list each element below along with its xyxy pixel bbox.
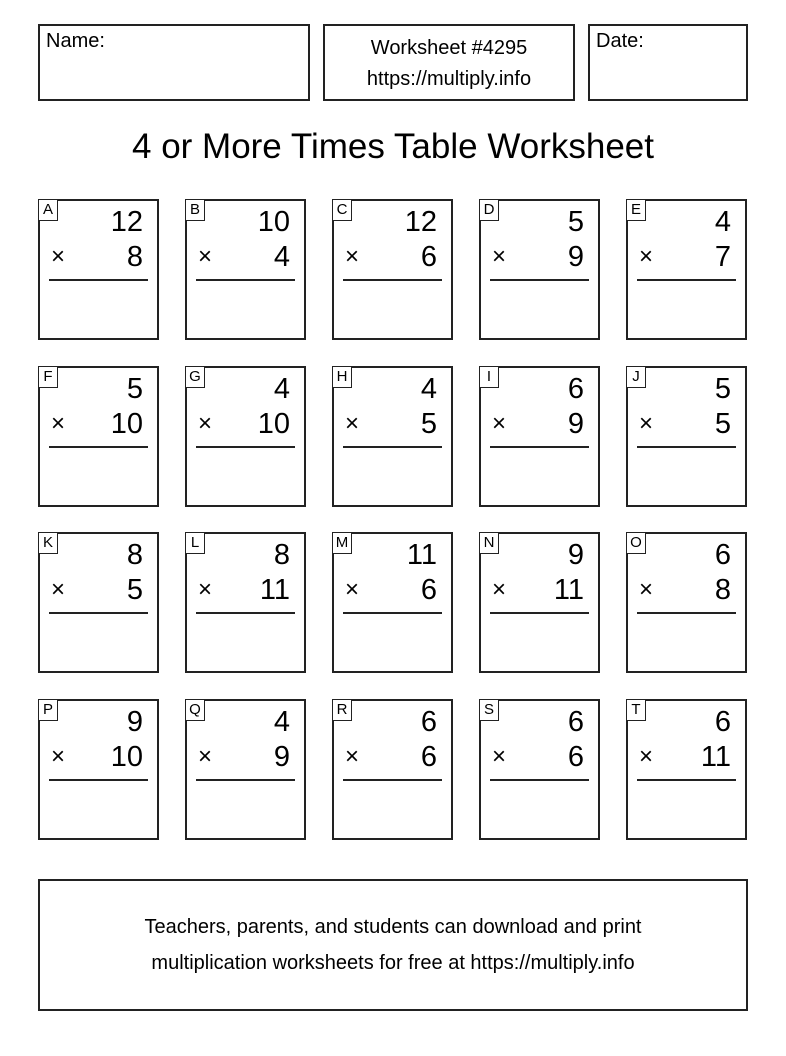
answer-line <box>49 779 148 781</box>
multiplicand: 4 <box>420 373 437 405</box>
footer-line-1: Teachers, parents, and students can download and print <box>144 916 642 938</box>
multiplier: 5 <box>714 408 731 440</box>
multiplicand: 5 <box>567 206 584 238</box>
problem-a[interactable] <box>38 199 159 340</box>
problem-letter: F <box>38 366 58 388</box>
problem-q[interactable] <box>185 699 306 840</box>
multiplicand: 4 <box>273 706 290 738</box>
problem-n[interactable] <box>479 532 600 673</box>
multiplicand: 4 <box>273 373 290 405</box>
problem-letter: J <box>626 366 646 388</box>
problem-letter: G <box>185 366 205 388</box>
answer-line <box>49 279 148 281</box>
times-sign: × <box>345 410 360 437</box>
problem-letter: K <box>38 532 58 554</box>
problem-letter: L <box>185 532 205 554</box>
problem-letter: R <box>332 699 352 721</box>
multiplier: 4 <box>273 241 290 273</box>
footer-note <box>38 879 748 1011</box>
multiplier: 9 <box>567 408 584 440</box>
multiplicand: 5 <box>714 373 731 405</box>
problem-f[interactable] <box>38 366 159 507</box>
multiplicand: 9 <box>567 539 584 571</box>
answer-line <box>637 779 736 781</box>
problem-letter: N <box>479 532 499 554</box>
date-field[interactable] <box>588 24 748 101</box>
answer-line <box>637 279 736 281</box>
times-sign: × <box>51 576 66 603</box>
times-sign: × <box>51 243 66 270</box>
page-title: 4 or More Times Table Worksheet <box>132 127 654 166</box>
answer-line <box>196 446 295 448</box>
times-sign: × <box>345 243 360 270</box>
multiplicand: 10 <box>257 206 290 238</box>
multiplier: 10 <box>110 741 143 773</box>
problem-letter: H <box>332 366 352 388</box>
times-sign: × <box>198 243 213 270</box>
multiplicand: 12 <box>404 206 437 238</box>
multiplicand: 6 <box>714 706 731 738</box>
times-sign: × <box>51 410 66 437</box>
multiplicand: 9 <box>126 706 143 738</box>
multiplier: 5 <box>420 408 437 440</box>
multiplier: 6 <box>567 741 584 773</box>
problem-letter: T <box>626 699 646 721</box>
multiplier: 11 <box>259 574 290 606</box>
multiplicand: 11 <box>406 539 437 571</box>
name-label: Name: <box>46 30 105 52</box>
problem-letter: M <box>332 532 352 554</box>
times-sign: × <box>639 576 654 603</box>
answer-line <box>343 779 442 781</box>
times-sign: × <box>492 410 507 437</box>
multiplier: 8 <box>714 574 731 606</box>
times-sign: × <box>639 243 654 270</box>
times-sign: × <box>345 576 360 603</box>
problem-t[interactable] <box>626 699 747 840</box>
multiplicand: 8 <box>273 539 290 571</box>
times-sign: × <box>345 743 360 770</box>
problem-h[interactable] <box>332 366 453 507</box>
problem-j[interactable] <box>626 366 747 507</box>
problem-s[interactable] <box>479 699 600 840</box>
answer-line <box>196 779 295 781</box>
multiplicand: 12 <box>110 206 143 238</box>
problem-letter: P <box>38 699 58 721</box>
problem-g[interactable] <box>185 366 306 507</box>
problem-letter: C <box>332 199 352 221</box>
problem-letter: Q <box>185 699 205 721</box>
multiplier: 9 <box>567 241 584 273</box>
multiplier: 5 <box>126 574 143 606</box>
answer-line <box>490 779 589 781</box>
problem-k[interactable] <box>38 532 159 673</box>
multiplicand: 6 <box>420 706 437 738</box>
problem-letter: A <box>38 199 58 221</box>
multiplier: 8 <box>126 241 143 273</box>
problem-letter: I <box>479 366 499 388</box>
problem-i[interactable] <box>479 366 600 507</box>
multiplier: 10 <box>257 408 290 440</box>
answer-line <box>49 446 148 448</box>
multiplier: 6 <box>420 574 437 606</box>
date-label: Date: <box>596 30 644 52</box>
multiplier: 11 <box>700 741 731 773</box>
multiplier: 6 <box>420 741 437 773</box>
problem-letter: O <box>626 532 646 554</box>
multiplier: 10 <box>110 408 143 440</box>
problem-b[interactable] <box>185 199 306 340</box>
problem-l[interactable] <box>185 532 306 673</box>
name-field[interactable] <box>38 24 310 101</box>
multiplier: 6 <box>420 241 437 273</box>
multiplicand: 4 <box>714 206 731 238</box>
multiplier: 11 <box>553 574 584 606</box>
multiplicand: 6 <box>714 539 731 571</box>
problem-m[interactable] <box>332 532 453 673</box>
multiplicand: 8 <box>126 539 143 571</box>
problem-d[interactable] <box>479 199 600 340</box>
answer-line <box>196 279 295 281</box>
problem-letter: B <box>185 199 205 221</box>
answer-line <box>343 612 442 614</box>
multiplicand: 5 <box>126 373 143 405</box>
answer-line <box>490 612 589 614</box>
footer-line-2: multiplication worksheets for free at https://multiply.info <box>151 952 635 974</box>
answer-line <box>196 612 295 614</box>
times-sign: × <box>492 743 507 770</box>
times-sign: × <box>639 410 654 437</box>
times-sign: × <box>492 576 507 603</box>
multiplicand: 6 <box>567 373 584 405</box>
answer-line <box>343 279 442 281</box>
problem-p[interactable] <box>38 699 159 840</box>
problem-r[interactable] <box>332 699 453 840</box>
answer-line <box>49 612 148 614</box>
answer-line <box>490 279 589 281</box>
answer-line <box>343 446 442 448</box>
times-sign: × <box>639 743 654 770</box>
answer-line <box>637 446 736 448</box>
answer-line <box>490 446 589 448</box>
problem-c[interactable] <box>332 199 453 340</box>
times-sign: × <box>198 576 213 603</box>
times-sign: × <box>198 743 213 770</box>
problem-letter: E <box>626 199 646 221</box>
times-sign: × <box>51 743 66 770</box>
worksheet-url: https://multiply.info <box>366 68 532 90</box>
multiplicand: 6 <box>567 706 584 738</box>
answer-line <box>637 612 736 614</box>
worksheet-info <box>323 24 575 101</box>
problem-e[interactable] <box>626 199 747 340</box>
worksheet-number: Worksheet #4295 <box>370 37 528 59</box>
multiplier: 7 <box>714 241 731 273</box>
problem-letter: S <box>479 699 499 721</box>
times-sign: × <box>492 243 507 270</box>
problem-letter: D <box>479 199 499 221</box>
times-sign: × <box>198 410 213 437</box>
multiplier: 9 <box>273 741 290 773</box>
problem-o[interactable] <box>626 532 747 673</box>
